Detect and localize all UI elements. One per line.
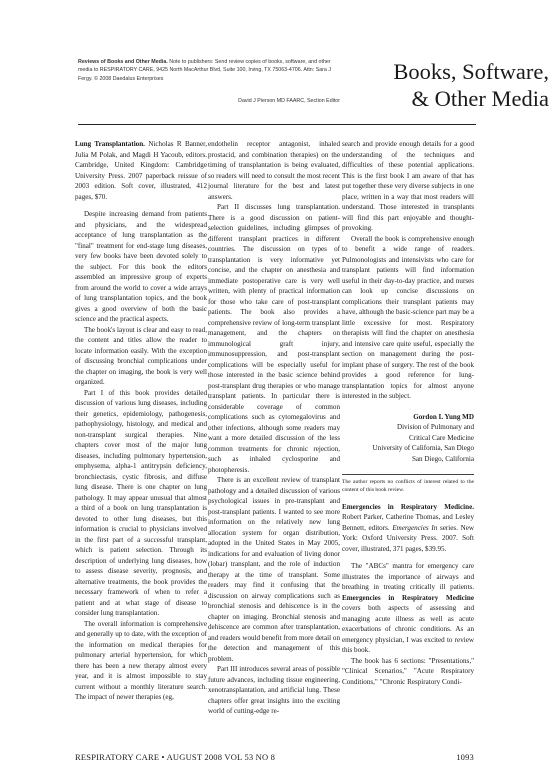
column-3 <box>342 139 474 687</box>
notice-text: Note to publishers: Send review copies of books, software, and other media to RESPIRATORY CARE, 9425 North MacArthur Blvd, Suite 100, Irving, TX 75063-4706. Attn: Sara J Fergy. © 2008 Daedalus Enterprises <box>78 59 332 82</box>
paragraph: Part I of this book provides detailed discussion of various lung diseases, including their genetics, epidemiology, pathogenesis, pathophysiology, histology, and medical and non-transplant surgical therapies. Nine chapters cover most of the major lung diseases, including pulmonary hypertension, emphysema, alpha-1 antitrypsin deficiency, bronchiectasis, cystic fibrosis, and diffuse lung disease. There is one chapter on lung pathology. It may appear unusual that almost a third of a book on lung transplantation is devoted to other lung diseases, but this information is crucial to physicians involved in the first part of a successful transplant, which is patient selection. Through its description of underlying lung diseases, how to assess disease severity, prognosis, and alternative treatments, the book provides the necessary framework of when to refer a patient and at what stage of disease to consider lung transplantation. <box>75 388 207 617</box>
paragraph: Despite increasing demand from patients and physicians, and the widespread acceptance of lung transplantation as the "final" treatment for end-stage lung diseases, very few books have been devoted solely to the subject. For this book the editors assembled an impressive group of experts from around the world to cover a wide arrays of lung transplantation topics, and the book gives a good overview of both the basic science and the practical aspects. <box>75 210 207 323</box>
paragraph: The book's layout is clear and easy to read, the content and titles allow the reader to locate information easily. With the exception of discussing bronchial complications under the chapter on imaging, the book is very well organized. <box>75 325 207 386</box>
reviewer-affiliation: San Diego, California <box>411 454 474 463</box>
review-citation <box>342 502 474 555</box>
paragraph-text: The "ABCs" mantra for emergency care illustrates the importance of airways and breathing in treating critically ill patients. <box>342 562 474 592</box>
publisher-notice <box>78 58 340 83</box>
book-details: Nicholas R Banner, Julia M Polak, and Magdi H Yacoub, editors. Cambridge, United Kingdom: Cambridge University Press. 2007 paperback reissue of 2003 edition. Soft cover, illustrated, 412 pages, $70. <box>75 140 207 201</box>
book-details: Robert Parker, Catherine Thomas, and Lesley Bennett, editors. <box>342 513 474 532</box>
page-header <box>78 58 549 118</box>
paragraph: The overall information is comprehensive and generally up to date, with the exception of the information on medical therapies for pulmonary arterial hypertension, for which there has been a new therapy almost every year, and it is almost impossible to stay current without a monthly literature search. The impact of newer therapies (eg, <box>75 619 207 701</box>
book-title: Emergencies in Respiratory Medicine. <box>342 502 474 511</box>
paragraph: Overall the book is comprehensive enough to benefit a wide range of readers. Pulmonologists and intensivists who care for transplant patients will find information useful in their day-to-day practice, and nurses can look up concise discussions on complications their transplant patients may have, although the basic-science part may be a little excessive for most. Respiratory therapists will find the chapter on anesthesia and intensive care quite useful, especially the section on management during the post-implant phase of surgery. The rest of the book provides a good reference for lung-transplantation topics for almost anyone interested in the subject. <box>342 234 474 400</box>
section-editor: David J Pierson MD FAARC, Section Editor <box>238 98 340 104</box>
book-title-inline: Emergencies in Respiratory Medicine <box>342 593 474 602</box>
page-number: 1093 <box>456 752 474 762</box>
paragraph: There is an excellent review of transplant pathology and a detailed discussion of various psychological issues in pre-transplant and post-transplant patients. I wanted to see more information on the relatively new lung allocation system for organ distribution, adopted in the United States in May 2005, indications for and evaluation of living donor (lobar) transplant, and the role of induction therapy at the time of transplant. Some readers may find it confusing that the discussion on airway complications such as bronchial stenosis and dehiscence is in the chapter on imaging. Bronchial stenosis and dehiscence are common after transplantation, and readers would benefit from more detail on the detection and management of this problem. <box>208 476 340 663</box>
review-citation <box>75 139 207 202</box>
paragraph: Part II discusses lung transplantation. There is a good discussion on patient-selection guidelines, including glimpses of different transplant practices in different countries. The discussion on types of transplantation is very informative yet concise, and the chapter on anesthesia and immediate postoperative care is very well written, with plenty of practical information for those who take care of post-transplant patients. The book also provides a comprehensive review of long-term transplant management, and the chapters on immunological graft injury, immunosuppression, and post-transplant complications will be especially useful for those interested in the basic science behind post-transplant drug therapies or who manage transplant patients. In particular there is considerable coverage of common complications such as cytomegalovirus and other infections, although some readers may want a more detailed discussion of the less common treatments for chronic rejection, such as inhaled cyclosporine and photopheresis. <box>208 203 340 474</box>
series-name: Emergencies In <box>392 523 438 532</box>
paragraph <box>342 561 474 656</box>
journal-citation: RESPIRATORY CARE • AUGUST 2008 VOL 53 NO 8 <box>75 752 276 762</box>
conflict-disclosure: The author reports no conflicts of interest related to the content of this book review. <box>342 474 474 495</box>
paragraph: endothelin receptor antagonist, inhaled prostacid, and combination therapies) on the timing of transplantation is being evaluated, so readers will need to consult the most recent journal literature for the best and latest answers. <box>208 140 340 201</box>
book-title: Lung Transplantation. <box>75 140 145 148</box>
column-2 <box>208 139 340 717</box>
reviewer-name: Gordon L Yung MD <box>413 412 474 421</box>
paragraph: search and provide enough details for a good understanding of the techniques and difficulties of these potential applications. This is the first book I am aware of that has put together these very diverse subjects in one place, written in a way that most readers will understand. Those interested in transplants will find this part enjoyable and thought-provoking. <box>342 140 474 232</box>
book-details: series. New York: Oxford University Press. 2007. Soft cover, illustrated, 371 pages, $39.95. <box>342 523 475 553</box>
paragraph-text: covers both aspects of assessing and managing acute illness as well as acute exacerbations of chronic conditions. As an emergency physician, I was excited to review this book. <box>342 604 474 655</box>
paragraph: Part III introduces several areas of possible future advances, including tissue engineering, xenotransplantation, and artificial lung. These chapters offer great insights into the exciting world of cutting-edge re- <box>208 665 340 715</box>
header-divider <box>78 124 476 125</box>
column-1 <box>75 139 207 703</box>
reviewer-affiliation: Division of Pulmonary and <box>396 423 474 431</box>
section-title-line2: & Other Media <box>411 86 549 111</box>
reviewer-affiliation: Critical Care Medicine <box>408 433 474 442</box>
section-title-line1: Books, Software, <box>393 59 549 84</box>
paragraph: The book has 6 sections: "Presentations," "Clinical Scenarios," "Acute Respiratory Conditions," "Chronic Respiratory Condi- <box>342 656 474 686</box>
reviewer-affiliation: University of California, San Diego <box>372 444 474 452</box>
notice-heading: Reviews of Books and Other Media. <box>78 59 168 65</box>
section-title <box>340 58 549 112</box>
